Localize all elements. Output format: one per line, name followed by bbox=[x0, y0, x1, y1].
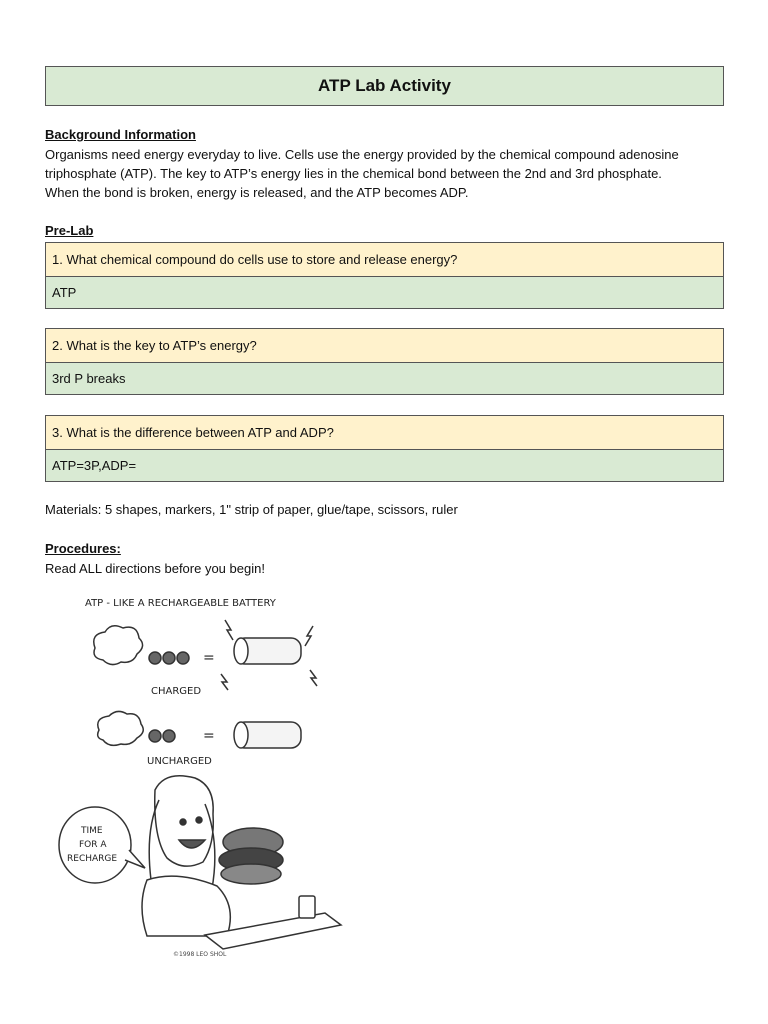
prelab-heading: Pre-Lab bbox=[45, 223, 94, 238]
burger-icon bbox=[219, 828, 283, 884]
answer-1[interactable]: ATP bbox=[46, 277, 723, 308]
question-box-3 bbox=[45, 415, 724, 482]
bubble-line-2: FOR A bbox=[79, 840, 107, 850]
procedures-heading: Procedures: bbox=[45, 541, 121, 556]
background-line-2: triphosphate (ATP). The key to ATP’s energy lies in the chemical bond between the 2nd and 3rd phosphate. bbox=[45, 166, 662, 181]
adp-molecule-icon bbox=[98, 711, 175, 745]
atp-battery-cartoon bbox=[55, 590, 355, 960]
page-title bbox=[45, 66, 724, 106]
bubble-line-1: TIME bbox=[81, 826, 103, 836]
answer-3[interactable]: ATP=3P,ADP= bbox=[46, 450, 723, 481]
cartoon-signature: ©1998 LEO SHOL bbox=[173, 951, 227, 958]
uncharged-battery-icon bbox=[234, 722, 301, 748]
bubble-line-3: RECHARGE bbox=[67, 854, 118, 864]
background-line-3: When the bond is broken, energy is released, and the ATP becomes ADP. bbox=[45, 185, 469, 200]
charged-battery-icon bbox=[221, 620, 317, 690]
question-box-2 bbox=[45, 328, 724, 395]
cartoon-caption: ATP - LIKE A RECHARGEABLE BATTERY bbox=[85, 598, 276, 609]
background-heading: Background Information bbox=[45, 127, 196, 142]
uncharged-label: UNCHARGED bbox=[147, 756, 212, 767]
answer-2[interactable]: 3rd P breaks bbox=[46, 363, 723, 394]
svg-text:=: = bbox=[203, 650, 215, 666]
question-1: 1. What chemical compound do cells use to store and release energy? bbox=[46, 243, 723, 277]
question-3: 3. What is the difference between ATP and ADP? bbox=[46, 416, 723, 450]
atp-molecule-icon bbox=[94, 626, 189, 665]
materials-text: Materials: 5 shapes, markers, 1" strip of paper, glue/tape, scissors, ruler bbox=[45, 502, 458, 517]
procedures-note: Read ALL directions before you begin! bbox=[45, 561, 265, 576]
background-line-1: Organisms need energy everyday to live. Cells use the energy provided by the chemical compound adenosine bbox=[45, 147, 679, 162]
person-eating-icon bbox=[142, 776, 230, 936]
charged-label: CHARGED bbox=[151, 686, 202, 697]
question-2: 2. What is the key to ATP’s energy? bbox=[46, 329, 723, 363]
background-text bbox=[45, 145, 725, 202]
title-text: ATP Lab Activity bbox=[318, 76, 451, 95]
question-box-1 bbox=[45, 242, 724, 309]
svg-text:=: = bbox=[203, 728, 215, 744]
